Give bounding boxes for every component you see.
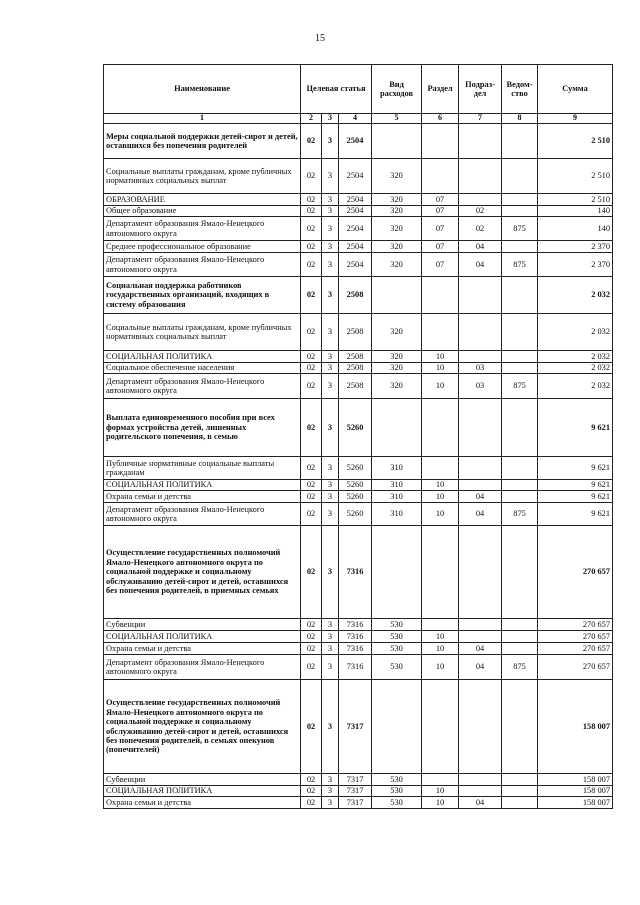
podrazdel-cell [459,619,502,631]
table-row [104,797,613,809]
target-code-3: 2504 [339,159,372,194]
target-code-1: 02 [301,619,322,631]
table-row [104,786,613,797]
vedomstvo-cell [502,786,538,797]
target-code-1: 02 [301,631,322,643]
razdel-cell: 07 [422,217,459,241]
target-code-3: 2508 [339,351,372,363]
sum-cell: 2 370 [538,253,613,277]
header-vid: Вид расходов [372,65,422,114]
vid-cell: 320 [372,374,422,399]
podrazdel-cell: 04 [459,643,502,655]
target-code-3: 2504 [339,241,372,253]
razdel-cell [422,277,459,314]
podrazdel-cell [459,351,502,363]
sum-cell: 2 370 [538,241,613,253]
budget-table [103,64,613,809]
razdel-cell: 10 [422,786,459,797]
vid-cell: 530 [372,797,422,809]
table-row [104,194,613,206]
sum-cell: 140 [538,206,613,217]
vedomstvo-cell [502,277,538,314]
target-code-2: 3 [322,797,339,809]
target-code-3: 7316 [339,655,372,680]
target-code-3: 2504 [339,217,372,241]
podrazdel-cell [459,159,502,194]
target-code-2: 3 [322,643,339,655]
target-code-1: 02 [301,241,322,253]
target-code-3: 2504 [339,206,372,217]
vid-cell: 530 [372,786,422,797]
sum-cell: 270 657 [538,643,613,655]
row-name: Среднее профессиональное образование [104,241,301,253]
razdel-cell [422,124,459,159]
header-podrazdel: Подраз-дел [459,65,502,114]
row-name: Департамент образования Ямало-Ненецкого автономного округа [104,503,301,526]
table-row [104,631,613,643]
podrazdel-cell [459,786,502,797]
target-code-2: 3 [322,774,339,786]
target-code-1: 02 [301,363,322,374]
header-vedomstvo: Ведом-ство [502,65,538,114]
target-code-2: 3 [322,503,339,526]
vedomstvo-cell [502,680,538,774]
target-code-3: 5260 [339,491,372,503]
target-code-3: 2504 [339,194,372,206]
target-code-1: 02 [301,491,322,503]
razdel-cell: 07 [422,253,459,277]
vedomstvo-cell [502,351,538,363]
target-code-1: 02 [301,351,322,363]
podrazdel-cell [459,680,502,774]
target-code-2: 3 [322,526,339,619]
row-name: Социальная поддержка работников государственных организаций, входящих в систему образования [104,277,301,314]
vedomstvo-cell [502,363,538,374]
col-number: 2 [301,114,322,124]
sum-cell: 270 657 [538,631,613,643]
vid-cell: 320 [372,241,422,253]
razdel-cell: 07 [422,206,459,217]
target-code-1: 02 [301,253,322,277]
table-row [104,124,613,159]
razdel-cell [422,774,459,786]
podrazdel-cell [459,277,502,314]
row-name: СОЦИАЛЬНАЯ ПОЛИТИКА [104,631,301,643]
row-name: Социальные выплаты гражданам, кроме публичных нормативных социальных выплат [104,314,301,351]
vedomstvo-cell: 875 [502,503,538,526]
vedomstvo-cell [502,526,538,619]
target-code-2: 3 [322,457,339,480]
col-number: 7 [459,114,502,124]
row-name: Субвенции [104,774,301,786]
row-name: Осуществление государственных полномочий Ямало-Ненецкого автономного округа по социальной поддержке и социальному обслуживанию детей-сирот и детей, оставшихся без попечения родителей, в семьях опекунов (попечителей) [104,680,301,774]
target-code-3: 7317 [339,786,372,797]
row-name: Охрана семьи и детства [104,643,301,655]
target-code-1: 02 [301,655,322,680]
target-code-1: 02 [301,399,322,457]
target-code-2: 3 [322,351,339,363]
razdel-cell: 10 [422,480,459,491]
vid-cell: 310 [372,491,422,503]
col-number: 6 [422,114,459,124]
vid-cell: 310 [372,480,422,491]
target-code-3: 7316 [339,643,372,655]
sum-cell: 9 621 [538,457,613,480]
page-number: 15 [315,33,325,44]
sum-cell: 2 032 [538,277,613,314]
target-code-1: 02 [301,457,322,480]
vedomstvo-cell [502,241,538,253]
table-row [104,480,613,491]
target-code-1: 02 [301,159,322,194]
table-row [104,159,613,194]
razdel-cell [422,159,459,194]
target-code-3: 7316 [339,619,372,631]
col-number: 3 [322,114,339,124]
vid-cell: 310 [372,503,422,526]
razdel-cell: 07 [422,241,459,253]
vedomstvo-cell: 875 [502,253,538,277]
target-code-3: 7316 [339,631,372,643]
vid-cell: 530 [372,774,422,786]
vid-cell: 320 [372,351,422,363]
sum-cell: 9 621 [538,503,613,526]
podrazdel-cell: 04 [459,797,502,809]
sum-cell: 140 [538,217,613,241]
row-name: Выплата единовременного пособия при всех формах устройства детей, лишенных родительского попечения, в семью [104,399,301,457]
sum-cell: 270 657 [538,655,613,680]
target-code-3: 7316 [339,526,372,619]
podrazdel-cell [459,314,502,351]
target-code-1: 02 [301,314,322,351]
target-code-1: 02 [301,277,322,314]
target-code-3: 5260 [339,503,372,526]
target-code-1: 02 [301,786,322,797]
header-target: Целевая статья [301,65,372,114]
vid-cell: 320 [372,363,422,374]
sum-cell: 9 621 [538,480,613,491]
razdel-cell [422,619,459,631]
vid-cell: 530 [372,631,422,643]
target-code-2: 3 [322,314,339,351]
podrazdel-cell [459,194,502,206]
row-name: Субвенции [104,619,301,631]
table-row [104,619,613,631]
target-code-2: 3 [322,491,339,503]
vid-cell: 320 [372,253,422,277]
row-name: Общее образование [104,206,301,217]
row-name: ОБРАЗОВАНИЕ [104,194,301,206]
table-row [104,503,613,526]
razdel-cell: 10 [422,631,459,643]
target-code-2: 3 [322,399,339,457]
row-name: Социальное обеспечение населения [104,363,301,374]
sum-cell: 2 510 [538,124,613,159]
row-name: Публичные нормативные социальные выплаты гражданам [104,457,301,480]
vedomstvo-cell: 875 [502,217,538,241]
target-code-1: 02 [301,480,322,491]
sum-cell: 2 032 [538,374,613,399]
target-code-3: 2504 [339,124,372,159]
sum-cell: 158 007 [538,680,613,774]
target-code-1: 02 [301,124,322,159]
col-number: 9 [538,114,613,124]
vedomstvo-cell [502,619,538,631]
podrazdel-cell: 04 [459,655,502,680]
vid-cell [372,124,422,159]
table-row [104,314,613,351]
razdel-cell: 10 [422,503,459,526]
vedomstvo-cell [502,457,538,480]
sum-cell: 2 032 [538,314,613,351]
col-number: 5 [372,114,422,124]
vedomstvo-cell [502,194,538,206]
sum-cell: 2 032 [538,351,613,363]
col-number: 1 [104,114,301,124]
col-number: 8 [502,114,538,124]
razdel-cell: 07 [422,194,459,206]
podrazdel-cell: 03 [459,363,502,374]
sum-cell: 158 007 [538,774,613,786]
row-name: Охрана семьи и детства [104,797,301,809]
target-code-2: 3 [322,363,339,374]
podrazdel-cell [459,774,502,786]
podrazdel-cell: 03 [459,374,502,399]
table-row [104,217,613,241]
header-summa: Сумма [538,65,613,114]
target-code-2: 3 [322,217,339,241]
target-code-1: 02 [301,206,322,217]
podrazdel-cell [459,480,502,491]
row-name: Охрана семьи и детства [104,491,301,503]
target-code-2: 3 [322,374,339,399]
vedomstvo-cell [502,206,538,217]
target-code-3: 2508 [339,314,372,351]
row-name: Департамент образования Ямало-Ненецкого автономного округа [104,217,301,241]
podrazdel-cell: 02 [459,206,502,217]
row-name: Департамент образования Ямало-Ненецкого автономного округа [104,374,301,399]
vid-cell: 320 [372,217,422,241]
podrazdel-cell: 04 [459,241,502,253]
razdel-cell: 10 [422,643,459,655]
table-row [104,491,613,503]
table-row [104,655,613,680]
vedomstvo-cell [502,480,538,491]
vid-cell: 320 [372,314,422,351]
table-row [104,526,613,619]
razdel-cell [422,399,459,457]
target-code-2: 3 [322,631,339,643]
vid-cell: 530 [372,643,422,655]
target-code-2: 3 [322,480,339,491]
target-code-1: 02 [301,503,322,526]
sum-cell: 9 621 [538,491,613,503]
sum-cell: 158 007 [538,797,613,809]
target-code-2: 3 [322,680,339,774]
target-code-2: 3 [322,206,339,217]
row-name: Осуществление государственных полномочий Ямало-Ненецкого автономного округа по социальной поддержке и социальному обслуживанию детей-сирот и детей, оставшихся без попечения родителей, в приемных семьях [104,526,301,619]
target-code-2: 3 [322,253,339,277]
row-name: Меры социальной поддержки детей-сирот и детей, оставшихся без попечения родителей [104,124,301,159]
table-row [104,774,613,786]
vid-cell [372,277,422,314]
target-code-3: 5260 [339,457,372,480]
podrazdel-cell [459,399,502,457]
row-name: Департамент образования Ямало-Ненецкого автономного округа [104,253,301,277]
row-name: СОЦИАЛЬНАЯ ПОЛИТИКА [104,786,301,797]
header-razdel: Раздел [422,65,459,114]
sum-cell: 2 510 [538,159,613,194]
target-code-1: 02 [301,680,322,774]
vid-cell: 320 [372,159,422,194]
vid-cell: 320 [372,206,422,217]
table-row [104,643,613,655]
target-code-2: 3 [322,277,339,314]
vedomstvo-cell [502,159,538,194]
target-code-1: 02 [301,217,322,241]
vedomstvo-cell [502,124,538,159]
column-numbers-row [104,114,613,124]
vid-cell: 530 [372,619,422,631]
table-row [104,374,613,399]
sum-cell: 270 657 [538,526,613,619]
razdel-cell [422,680,459,774]
vid-cell [372,526,422,619]
razdel-cell: 10 [422,363,459,374]
target-code-3: 2508 [339,374,372,399]
row-name: Департамент образования Ямало-Ненецкого автономного округа [104,655,301,680]
podrazdel-cell [459,526,502,619]
sum-cell: 158 007 [538,786,613,797]
vedomstvo-cell [502,399,538,457]
target-code-3: 7317 [339,774,372,786]
vedomstvo-cell: 875 [502,374,538,399]
vedomstvo-cell [502,797,538,809]
header-name: Наименование [104,65,301,114]
razdel-cell: 10 [422,797,459,809]
target-code-3: 5260 [339,480,372,491]
table-row [104,399,613,457]
podrazdel-cell [459,124,502,159]
target-code-3: 2508 [339,363,372,374]
row-name: СОЦИАЛЬНАЯ ПОЛИТИКА [104,480,301,491]
table-row [104,253,613,277]
sum-cell: 2 032 [538,363,613,374]
vedomstvo-cell [502,643,538,655]
table-row [104,457,613,480]
row-name: Социальные выплаты гражданам, кроме публичных нормативных социальных выплат [104,159,301,194]
podrazdel-cell: 04 [459,253,502,277]
podrazdel-cell: 04 [459,503,502,526]
target-code-3: 7317 [339,680,372,774]
sum-cell: 9 621 [538,399,613,457]
vedomstvo-cell [502,774,538,786]
target-code-2: 3 [322,124,339,159]
vid-cell [372,399,422,457]
target-code-2: 3 [322,194,339,206]
target-code-2: 3 [322,655,339,680]
target-code-1: 02 [301,774,322,786]
razdel-cell [422,314,459,351]
sum-cell: 270 657 [538,619,613,631]
target-code-1: 02 [301,797,322,809]
target-code-3: 7317 [339,797,372,809]
target-code-1: 02 [301,194,322,206]
target-code-1: 02 [301,526,322,619]
table-row [104,351,613,363]
vedomstvo-cell [502,314,538,351]
razdel-cell: 10 [422,351,459,363]
target-code-3: 2504 [339,253,372,277]
table-row [104,363,613,374]
vid-cell [372,680,422,774]
target-code-2: 3 [322,619,339,631]
vid-cell: 320 [372,194,422,206]
header-row [104,65,613,114]
razdel-cell: 10 [422,655,459,680]
table-row [104,680,613,774]
podrazdel-cell: 02 [459,217,502,241]
target-code-1: 02 [301,374,322,399]
target-code-2: 3 [322,159,339,194]
target-code-1: 02 [301,643,322,655]
table-row [104,206,613,217]
table-row [104,241,613,253]
row-name: СОЦИАЛЬНАЯ ПОЛИТИКА [104,351,301,363]
vid-cell: 310 [372,457,422,480]
target-code-2: 3 [322,241,339,253]
sum-cell: 2 510 [538,194,613,206]
razdel-cell: 10 [422,491,459,503]
target-code-3: 5260 [339,399,372,457]
razdel-cell [422,526,459,619]
razdel-cell [422,457,459,480]
col-number: 4 [339,114,372,124]
table-row [104,277,613,314]
vedomstvo-cell: 875 [502,655,538,680]
target-code-3: 2508 [339,277,372,314]
podrazdel-cell [459,631,502,643]
podrazdel-cell [459,457,502,480]
razdel-cell: 10 [422,374,459,399]
vedomstvo-cell [502,631,538,643]
target-code-2: 3 [322,786,339,797]
vedomstvo-cell [502,491,538,503]
podrazdel-cell: 04 [459,491,502,503]
vid-cell: 530 [372,655,422,680]
